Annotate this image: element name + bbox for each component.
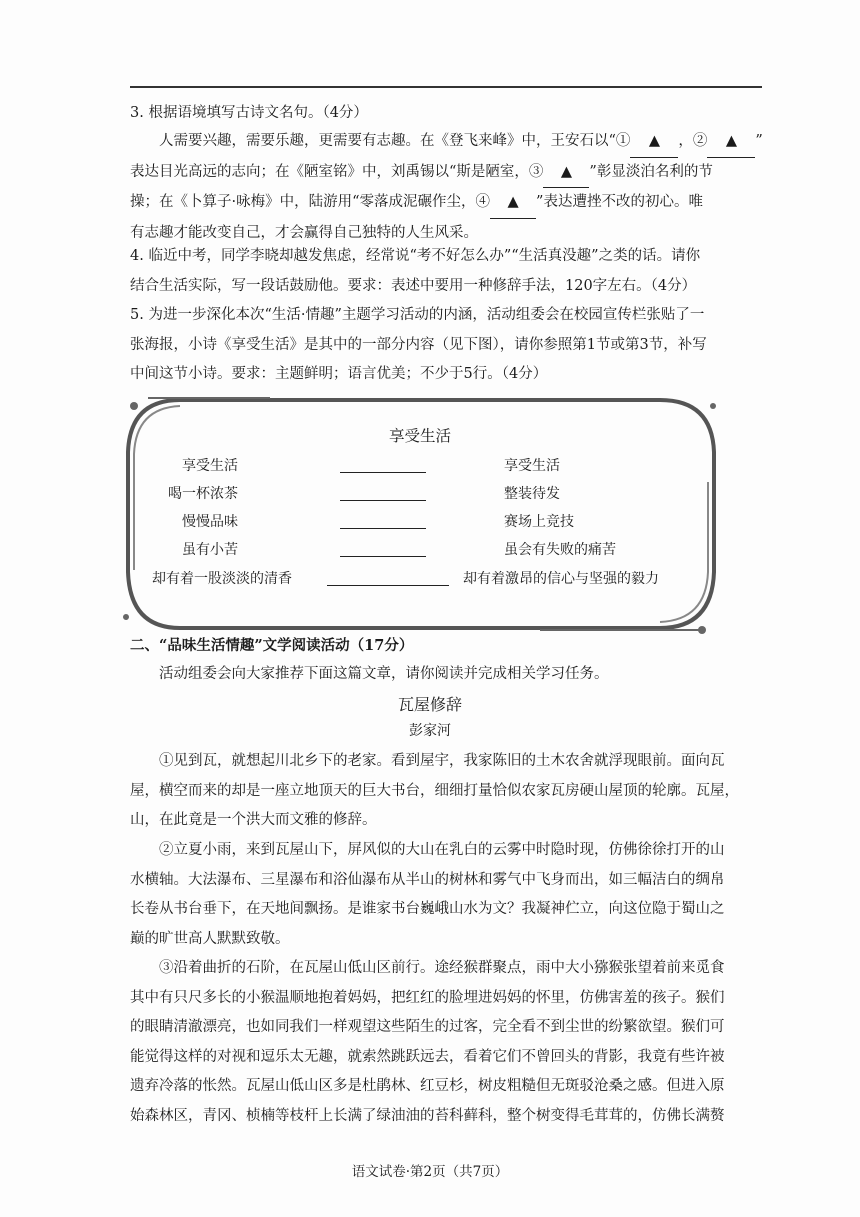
q5-line-1: 5. 为进一步深化本次“生活·情趣”主题学习活动的内涵，活动组委会在校园宣传栏张贴了一 (130, 307, 705, 323)
poem-blank-line[interactable] (340, 472, 426, 473)
q4-line-2: 结合生活实际，写一段话鼓励他。要求：表述中要用一种修辞手法，120字左右。（4分） (130, 277, 697, 294)
poem-right-2: 整装待发 (504, 486, 560, 502)
poem-blank-line[interactable] (340, 500, 426, 501)
poem-right-3: 赛场上竞技 (504, 514, 574, 530)
poem-poster (120, 392, 720, 634)
poem-right-4: 虽会有失败的痛苦 (504, 542, 616, 558)
p1-line: ①见到瓦，就想起川北乡下的老家。看到屋宇，我家陈旧的土木农舍就浮现眼前。面向瓦 (159, 753, 725, 769)
q4-body (130, 242, 772, 301)
section2-intro: 活动组委会向大家推荐下面这篇文章，请你阅读并完成相关学习任务。 (159, 666, 609, 682)
triangle-mark-icon: ▲ (507, 194, 519, 210)
page-footer: 语文试卷·第2页（共7页） (351, 1164, 509, 1180)
p2-line: ②立夏小雨，来到瓦屋山下，屏风似的大山在乳白的云雾中时隐时现，仿佛徐徐打开的山 (159, 842, 725, 858)
header-rule (130, 86, 762, 88)
poem-right-1: 享受生活 (504, 458, 560, 474)
q3-line-2: 表达目光高远的志向；在《陋室铭》中，刘禹锡以“斯是陋室，③ (130, 163, 544, 180)
article-title: 瓦屋修辞 (397, 695, 462, 714)
q4-line-1: 4. 临近中考，同学李晓却越发焦虑，经常说“考不好怎么办”“生活真没趣”之类的话。请你 (130, 248, 701, 264)
poem-blank-line[interactable] (340, 528, 426, 529)
poem-left-2: 喝一杯浓茶 (168, 486, 238, 502)
article-p2 (130, 836, 772, 954)
q3-body (130, 127, 772, 248)
poem-left-3: 慢慢品味 (182, 514, 238, 530)
p1-line: 屋，横空而来的却是一座立地顶天的巨大书台，细细打量恰似农家瓦房硬山屋顶的轮廓。瓦屋， (130, 782, 739, 799)
p3-line: 遗弃冷落的怅然。瓦屋山低山区多是杜鹃林、红豆杉，树皮粗糙但无斑驳沧桑之感。但进入原 (130, 1078, 725, 1094)
q3-line-1: 人需要兴趣，需要乐趣，更需要有志趣。在《登飞来峰》中，王安石以“① (159, 133, 631, 149)
q3-line-3: 操；在《卜算子·咏梅》中，陆游用“零落成泥碾作尘，④ (130, 194, 491, 210)
q3-line-3b: ”表达遭挫不改的初心。唯 (536, 194, 703, 210)
p2-line: 巅的旷世高人默默致敬。 (130, 930, 290, 947)
article-author: 彭家河 (409, 723, 451, 739)
p1-line: 山，在此竟是一个洪大而文雅的修辞。 (130, 812, 377, 828)
poem-blank-line[interactable] (327, 585, 449, 586)
article-p3 (130, 954, 772, 1131)
section2-heading: 二、“品味生活情趣”文学阅读活动（17分） (130, 637, 414, 654)
triangle-mark-icon: ▲ (560, 163, 572, 180)
poem-right-5: 却有着激昂的信心与坚强的毅力 (463, 571, 659, 587)
p3-line: 能觉得这样的对视和逗乐太无趣，就索然跳跃远去，看着它们不曾回头的背影，我竟有些许被 (130, 1048, 725, 1065)
p2-line: 水横轴。大法瀑布、三星瀑布和浴仙瀑布从半山的树林和雾气中飞身而出，如三幅洁白的绸帛 (130, 871, 725, 888)
poem-left-4: 虽有小苦 (182, 542, 238, 558)
q5-line-3: 中间这节小诗。要求：主题鲜明；语言优美；不少于5行。（4分） (130, 366, 548, 382)
q3-title: 3. 根据语境填写古诗文名句。（4分） (130, 105, 368, 121)
blank-2[interactable] (707, 127, 755, 158)
blank-4[interactable] (490, 188, 536, 219)
poem-left-1: 享受生活 (182, 458, 238, 474)
q3-endquote: ” (755, 133, 763, 149)
p2-line: 长卷从书台垂下，在天地间飘扬。是谁家书台巍峨山水为文？我凝神伫立，向这位隐于蜀山之 (130, 901, 725, 917)
q5-line-2: 张海报，小诗《享受生活》是其中的一部分内容（见下图），请你参照第1节或第3节，补写 (130, 336, 707, 353)
p3-line: 的眼睛清澈漂亮，也如同我们一样观望这些陌生的过客，完全看不到尘世的纷繁欲望。猴们可 (130, 1019, 725, 1035)
poem-title: 享受生活 (388, 427, 451, 445)
q5-body (130, 301, 772, 390)
q3-line-2b: ”彰显淡泊名利的节 (589, 163, 713, 180)
poem-left-5: 却有着一股淡淡的清香 (152, 571, 292, 587)
triangle-mark-icon: ▲ (648, 133, 660, 149)
p3-line: ③沿着曲折的石阶，在瓦屋山低山区前行。途经猴群聚点，雨中大小猕猴张望着前来觅食 (159, 960, 725, 976)
blank-3[interactable] (543, 158, 589, 189)
q3-sep: ，② (678, 133, 708, 149)
q3-line-4: 有志趣才能改变自己，才会赢得自己独特的人生风采。 (130, 224, 478, 241)
p3-line: 始森林区，青冈、桢楠等枝杆上长满了绿油油的苔科藓科，整个树变得毛茸茸的，仿佛长满赘 (130, 1107, 725, 1124)
p3-line: 其中有只尺多长的小猴温顺地抱着妈妈，把红红的脸埋进妈妈的怀里，仿佛害羞的孩子。猴们 (130, 989, 725, 1006)
blank-1[interactable] (630, 127, 678, 158)
triangle-mark-icon: ▲ (725, 133, 737, 149)
article-p1 (130, 747, 772, 836)
poem-blank-line[interactable] (340, 556, 426, 557)
